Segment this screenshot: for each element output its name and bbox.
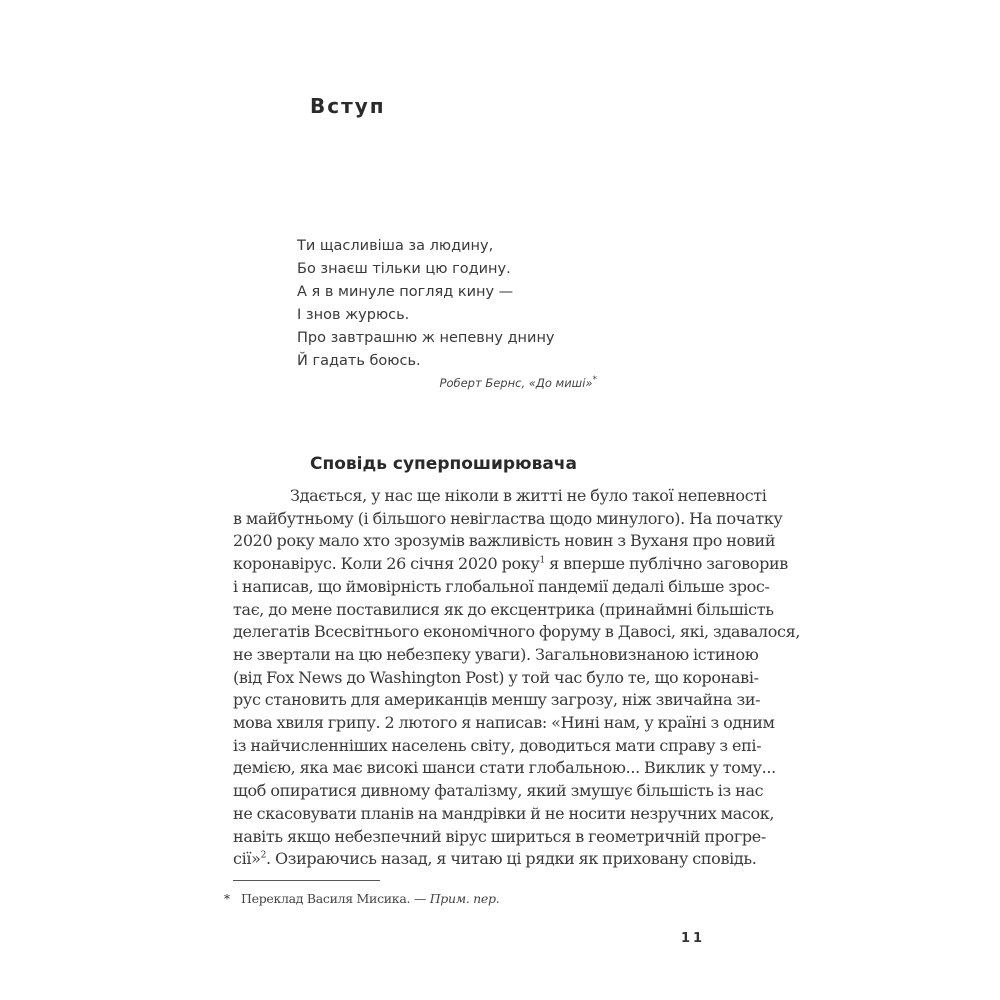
body-line: щоб опиратися дивному фаталізму, який змушує більшість із нас	[233, 781, 764, 801]
page-number: 11	[681, 931, 706, 946]
attribution-text: Роберт Бернс, «До миші»	[439, 376, 593, 390]
epigraph-attribution	[440, 376, 597, 390]
section-title: Сповідь суперпоширювача	[310, 454, 577, 474]
body-line: делегатів Всесвітнього економічного форуму в Давосі, які, здавалося,	[233, 622, 801, 642]
footnote-ref: *	[592, 375, 597, 386]
footnote-divider	[233, 880, 380, 881]
footnote	[241, 891, 499, 906]
epigraph-line: Ти щасливіша за людину,	[297, 238, 494, 254]
footnote-note: Прим. пер.	[429, 891, 500, 906]
body-line: 2020 року мало хто зрозумів важливість новин з Вуханя про новий	[233, 531, 776, 551]
body-line: і написав, що ймовірність глобальної пандемії дедалі більше зрос-	[233, 576, 770, 596]
epigraph-line: Бо знаєш тільки цю годину.	[297, 261, 511, 277]
body-line: сії»$^2$. Озираючись назад, я читаю ці рядки як приховану сповідь.	[233, 849, 757, 869]
body-line: не скасовувати планів на мандрівки й не носити незручних масок,	[233, 803, 775, 823]
body-line: в майбутньому (і більшого невігластва щодо минулого). На початку	[233, 508, 783, 528]
body-line: Здається, у нас ще ніколи в житті не було такої непевності	[290, 486, 767, 505]
epigraph-line: Й гадать боюсь.	[297, 353, 421, 369]
body-line: із найчисленніших населень світу, доводиться мати справу з епі-	[233, 735, 762, 755]
footnote-text: Переклад Василя Мисика. —	[241, 891, 430, 906]
body-line: тає, до мене поставилися як до ексцентрика (принаймні більшість	[233, 599, 774, 619]
body-line: навіть якщо небезпечний вірус шириться в геометричній прогре-	[233, 826, 766, 846]
epigraph-line: А я в минуле погляд кину —	[297, 284, 514, 300]
epigraph-line: Про завтрашню ж непевну днину	[297, 330, 555, 346]
body-line: демією, яка має високі шанси стати глобальною... Виклик у тому...	[233, 758, 776, 778]
body-line: (від Fox News до Washington Post) у той час було те, що коронаві-	[233, 667, 759, 687]
chapter-title: Вступ	[310, 94, 386, 118]
footnote-mark: *	[224, 892, 230, 906]
body-line: мова хвиля грипу. 2 лютого я написав: «Нині нам, у країні з одним	[233, 713, 775, 732]
epigraph-line: І знов журюсь.	[297, 307, 410, 323]
body-line: рус становить для американців меншу загрозу, ніж звичайна зи-	[233, 690, 761, 710]
body-line: коронавірус. Коли 26 січня 2020 року$^1$ я вперше публічно заговорив	[233, 554, 788, 574]
body-line: не звертали на цю небезпеку уваги). Загальновизнаною істиною	[233, 644, 759, 664]
